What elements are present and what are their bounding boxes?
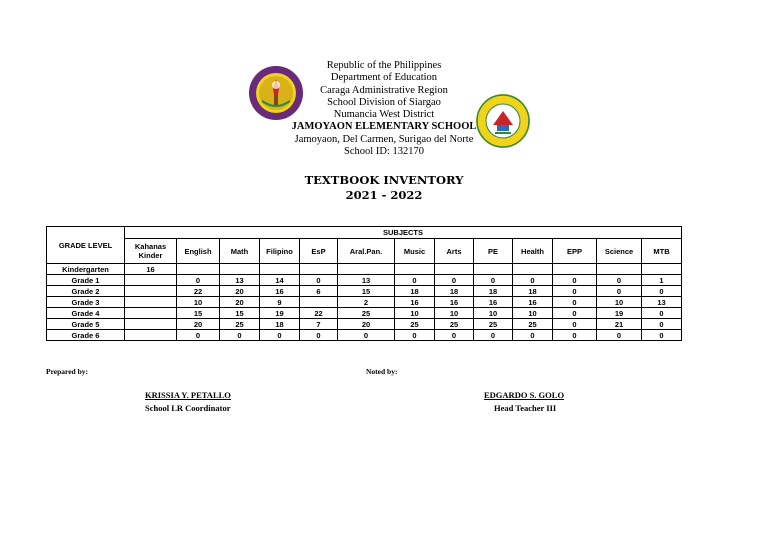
count-cell: 18 bbox=[435, 286, 474, 297]
count-cell: 0 bbox=[642, 319, 682, 330]
column-header: Arts bbox=[435, 239, 474, 264]
count-cell: 0 bbox=[435, 275, 474, 286]
column-header: MTB bbox=[642, 239, 682, 264]
count-cell: 0 bbox=[642, 286, 682, 297]
count-cell bbox=[300, 264, 338, 275]
header-line-division: School Division of Siargao bbox=[327, 96, 441, 108]
count-cell: 16 bbox=[513, 297, 553, 308]
table-row bbox=[47, 308, 682, 319]
count-cell: 19 bbox=[260, 308, 300, 319]
count-cell: 0 bbox=[260, 330, 300, 341]
column-header: Kahanas Kinder bbox=[125, 239, 177, 264]
noted-by-label: Noted by: bbox=[366, 367, 398, 376]
preparer-name: KRISSIA Y. PETALLO bbox=[145, 390, 231, 400]
count-cell bbox=[300, 297, 338, 308]
table-row bbox=[47, 330, 682, 341]
count-cell bbox=[177, 264, 220, 275]
header-line-region: Caraga Administrative Region bbox=[320, 84, 448, 96]
count-cell: 6 bbox=[300, 286, 338, 297]
count-cell: 0 bbox=[300, 275, 338, 286]
table-row bbox=[47, 275, 682, 286]
count-cell: 0 bbox=[513, 275, 553, 286]
school-address: Jamoyaon, Del Carmen, Surigao del Norte bbox=[294, 133, 474, 145]
count-cell: 10 bbox=[597, 297, 642, 308]
count-cell: 0 bbox=[553, 319, 597, 330]
count-cell bbox=[395, 264, 435, 275]
count-cell: 15 bbox=[220, 308, 260, 319]
header-line-deped: Department of Education bbox=[330, 72, 438, 84]
column-header: EPP bbox=[553, 239, 597, 264]
count-cell: 0 bbox=[597, 330, 642, 341]
column-header: PE bbox=[474, 239, 513, 264]
count-cell: 25 bbox=[395, 319, 435, 330]
column-header: English bbox=[177, 239, 220, 264]
table-row bbox=[47, 286, 682, 297]
count-cell: 15 bbox=[338, 286, 395, 297]
count-cell: 20 bbox=[177, 319, 220, 330]
count-cell bbox=[125, 297, 177, 308]
count-cell bbox=[338, 264, 395, 275]
count-cell: 10 bbox=[177, 297, 220, 308]
document-year: 2021 - 2022 bbox=[345, 188, 423, 202]
count-cell: 0 bbox=[513, 330, 553, 341]
column-header: Science bbox=[597, 239, 642, 264]
count-cell bbox=[474, 264, 513, 275]
count-cell: 0 bbox=[435, 330, 474, 341]
count-cell: 18 bbox=[474, 286, 513, 297]
preparer-title: School LR Coordinator bbox=[145, 403, 231, 413]
count-cell: 10 bbox=[513, 308, 553, 319]
count-cell: 18 bbox=[513, 286, 553, 297]
grade-cell: Grade 2 bbox=[47, 286, 125, 297]
table-row bbox=[47, 297, 682, 308]
count-cell bbox=[125, 308, 177, 319]
grade-level-header: GRADE LEVEL bbox=[47, 227, 125, 264]
header-line-republic: Republic of the Philippines bbox=[326, 60, 442, 71]
count-cell bbox=[553, 264, 597, 275]
count-cell: 0 bbox=[474, 275, 513, 286]
count-cell: 0 bbox=[553, 308, 597, 319]
count-cell: 22 bbox=[177, 286, 220, 297]
column-header: Math bbox=[220, 239, 260, 264]
count-cell: 15 bbox=[177, 308, 220, 319]
grade-cell: Kindergarten bbox=[47, 264, 125, 275]
count-cell: 0 bbox=[553, 330, 597, 341]
count-cell bbox=[597, 264, 642, 275]
count-cell: 20 bbox=[220, 297, 260, 308]
count-cell: 0 bbox=[553, 297, 597, 308]
table-header-row-subjects bbox=[47, 227, 682, 239]
count-cell bbox=[642, 264, 682, 275]
count-cell: 16 bbox=[474, 297, 513, 308]
count-cell: 0 bbox=[338, 330, 395, 341]
count-cell: 0 bbox=[553, 275, 597, 286]
count-cell: 0 bbox=[395, 275, 435, 286]
count-cell: 0 bbox=[474, 330, 513, 341]
count-cell: 10 bbox=[435, 308, 474, 319]
table-header-row-columns bbox=[47, 239, 682, 264]
textbook-inventory-table bbox=[46, 226, 682, 341]
count-cell bbox=[260, 264, 300, 275]
count-cell: 7 bbox=[300, 319, 338, 330]
school-name: JAMOYAON ELEMENTARY SCHOOL bbox=[291, 121, 477, 133]
count-cell: 25 bbox=[338, 308, 395, 319]
table-row bbox=[47, 264, 682, 275]
count-cell bbox=[125, 275, 177, 286]
column-header: Health bbox=[513, 239, 553, 264]
prepared-by-label: Prepared by: bbox=[46, 367, 89, 376]
count-cell: 22 bbox=[300, 308, 338, 319]
count-cell: 16 bbox=[435, 297, 474, 308]
count-cell: 0 bbox=[597, 275, 642, 286]
count-cell: 10 bbox=[395, 308, 435, 319]
count-cell: 14 bbox=[260, 275, 300, 286]
count-cell: 21 bbox=[597, 319, 642, 330]
noter-title: Head Teacher III bbox=[494, 403, 557, 413]
count-cell: 20 bbox=[338, 319, 395, 330]
grade-cell: Grade 4 bbox=[47, 308, 125, 319]
count-cell: 2 bbox=[338, 297, 395, 308]
count-cell: 0 bbox=[642, 330, 682, 341]
count-cell bbox=[435, 264, 474, 275]
subjects-header: SUBJECTS bbox=[125, 227, 682, 239]
count-cell bbox=[125, 319, 177, 330]
column-header: Music bbox=[395, 239, 435, 264]
count-cell: 0 bbox=[395, 330, 435, 341]
count-cell: 0 bbox=[553, 286, 597, 297]
count-cell: 25 bbox=[513, 319, 553, 330]
count-cell: 0 bbox=[300, 330, 338, 341]
table-body bbox=[47, 264, 682, 341]
grade-cell: Grade 1 bbox=[47, 275, 125, 286]
count-cell bbox=[220, 264, 260, 275]
count-cell: 9 bbox=[260, 297, 300, 308]
count-cell: 18 bbox=[260, 319, 300, 330]
count-cell bbox=[125, 330, 177, 341]
grade-cell: Grade 5 bbox=[47, 319, 125, 330]
count-cell bbox=[513, 264, 553, 275]
count-cell: 16 bbox=[395, 297, 435, 308]
count-cell: 13 bbox=[338, 275, 395, 286]
column-header: EsP bbox=[300, 239, 338, 264]
grade-cell: Grade 6 bbox=[47, 330, 125, 341]
document-title: TEXTBOOK INVENTORY bbox=[304, 173, 464, 187]
count-cell: 0 bbox=[177, 275, 220, 286]
count-cell: 10 bbox=[474, 308, 513, 319]
noter-name: EDGARDO S. GOLO bbox=[484, 390, 565, 400]
column-header: Aral.Pan. bbox=[338, 239, 395, 264]
count-cell: 16 bbox=[125, 264, 177, 275]
count-cell: 0 bbox=[642, 308, 682, 319]
count-cell bbox=[125, 286, 177, 297]
count-cell: 18 bbox=[395, 286, 435, 297]
count-cell: 13 bbox=[642, 297, 682, 308]
count-cell: 25 bbox=[220, 319, 260, 330]
count-cell: 19 bbox=[597, 308, 642, 319]
table-row bbox=[47, 319, 682, 330]
count-cell: 0 bbox=[220, 330, 260, 341]
count-cell: 0 bbox=[177, 330, 220, 341]
count-cell: 0 bbox=[597, 286, 642, 297]
column-header: Filipino bbox=[260, 239, 300, 264]
count-cell: 25 bbox=[435, 319, 474, 330]
count-cell: 20 bbox=[220, 286, 260, 297]
count-cell: 16 bbox=[260, 286, 300, 297]
letterhead bbox=[0, 60, 768, 158]
count-cell: 13 bbox=[220, 275, 260, 286]
count-cell: 25 bbox=[474, 319, 513, 330]
school-id: School ID: 132170 bbox=[344, 146, 424, 158]
count-cell: 1 bbox=[642, 275, 682, 286]
header-line-district: Numancia West District bbox=[333, 109, 435, 121]
grade-cell: Grade 3 bbox=[47, 297, 125, 308]
